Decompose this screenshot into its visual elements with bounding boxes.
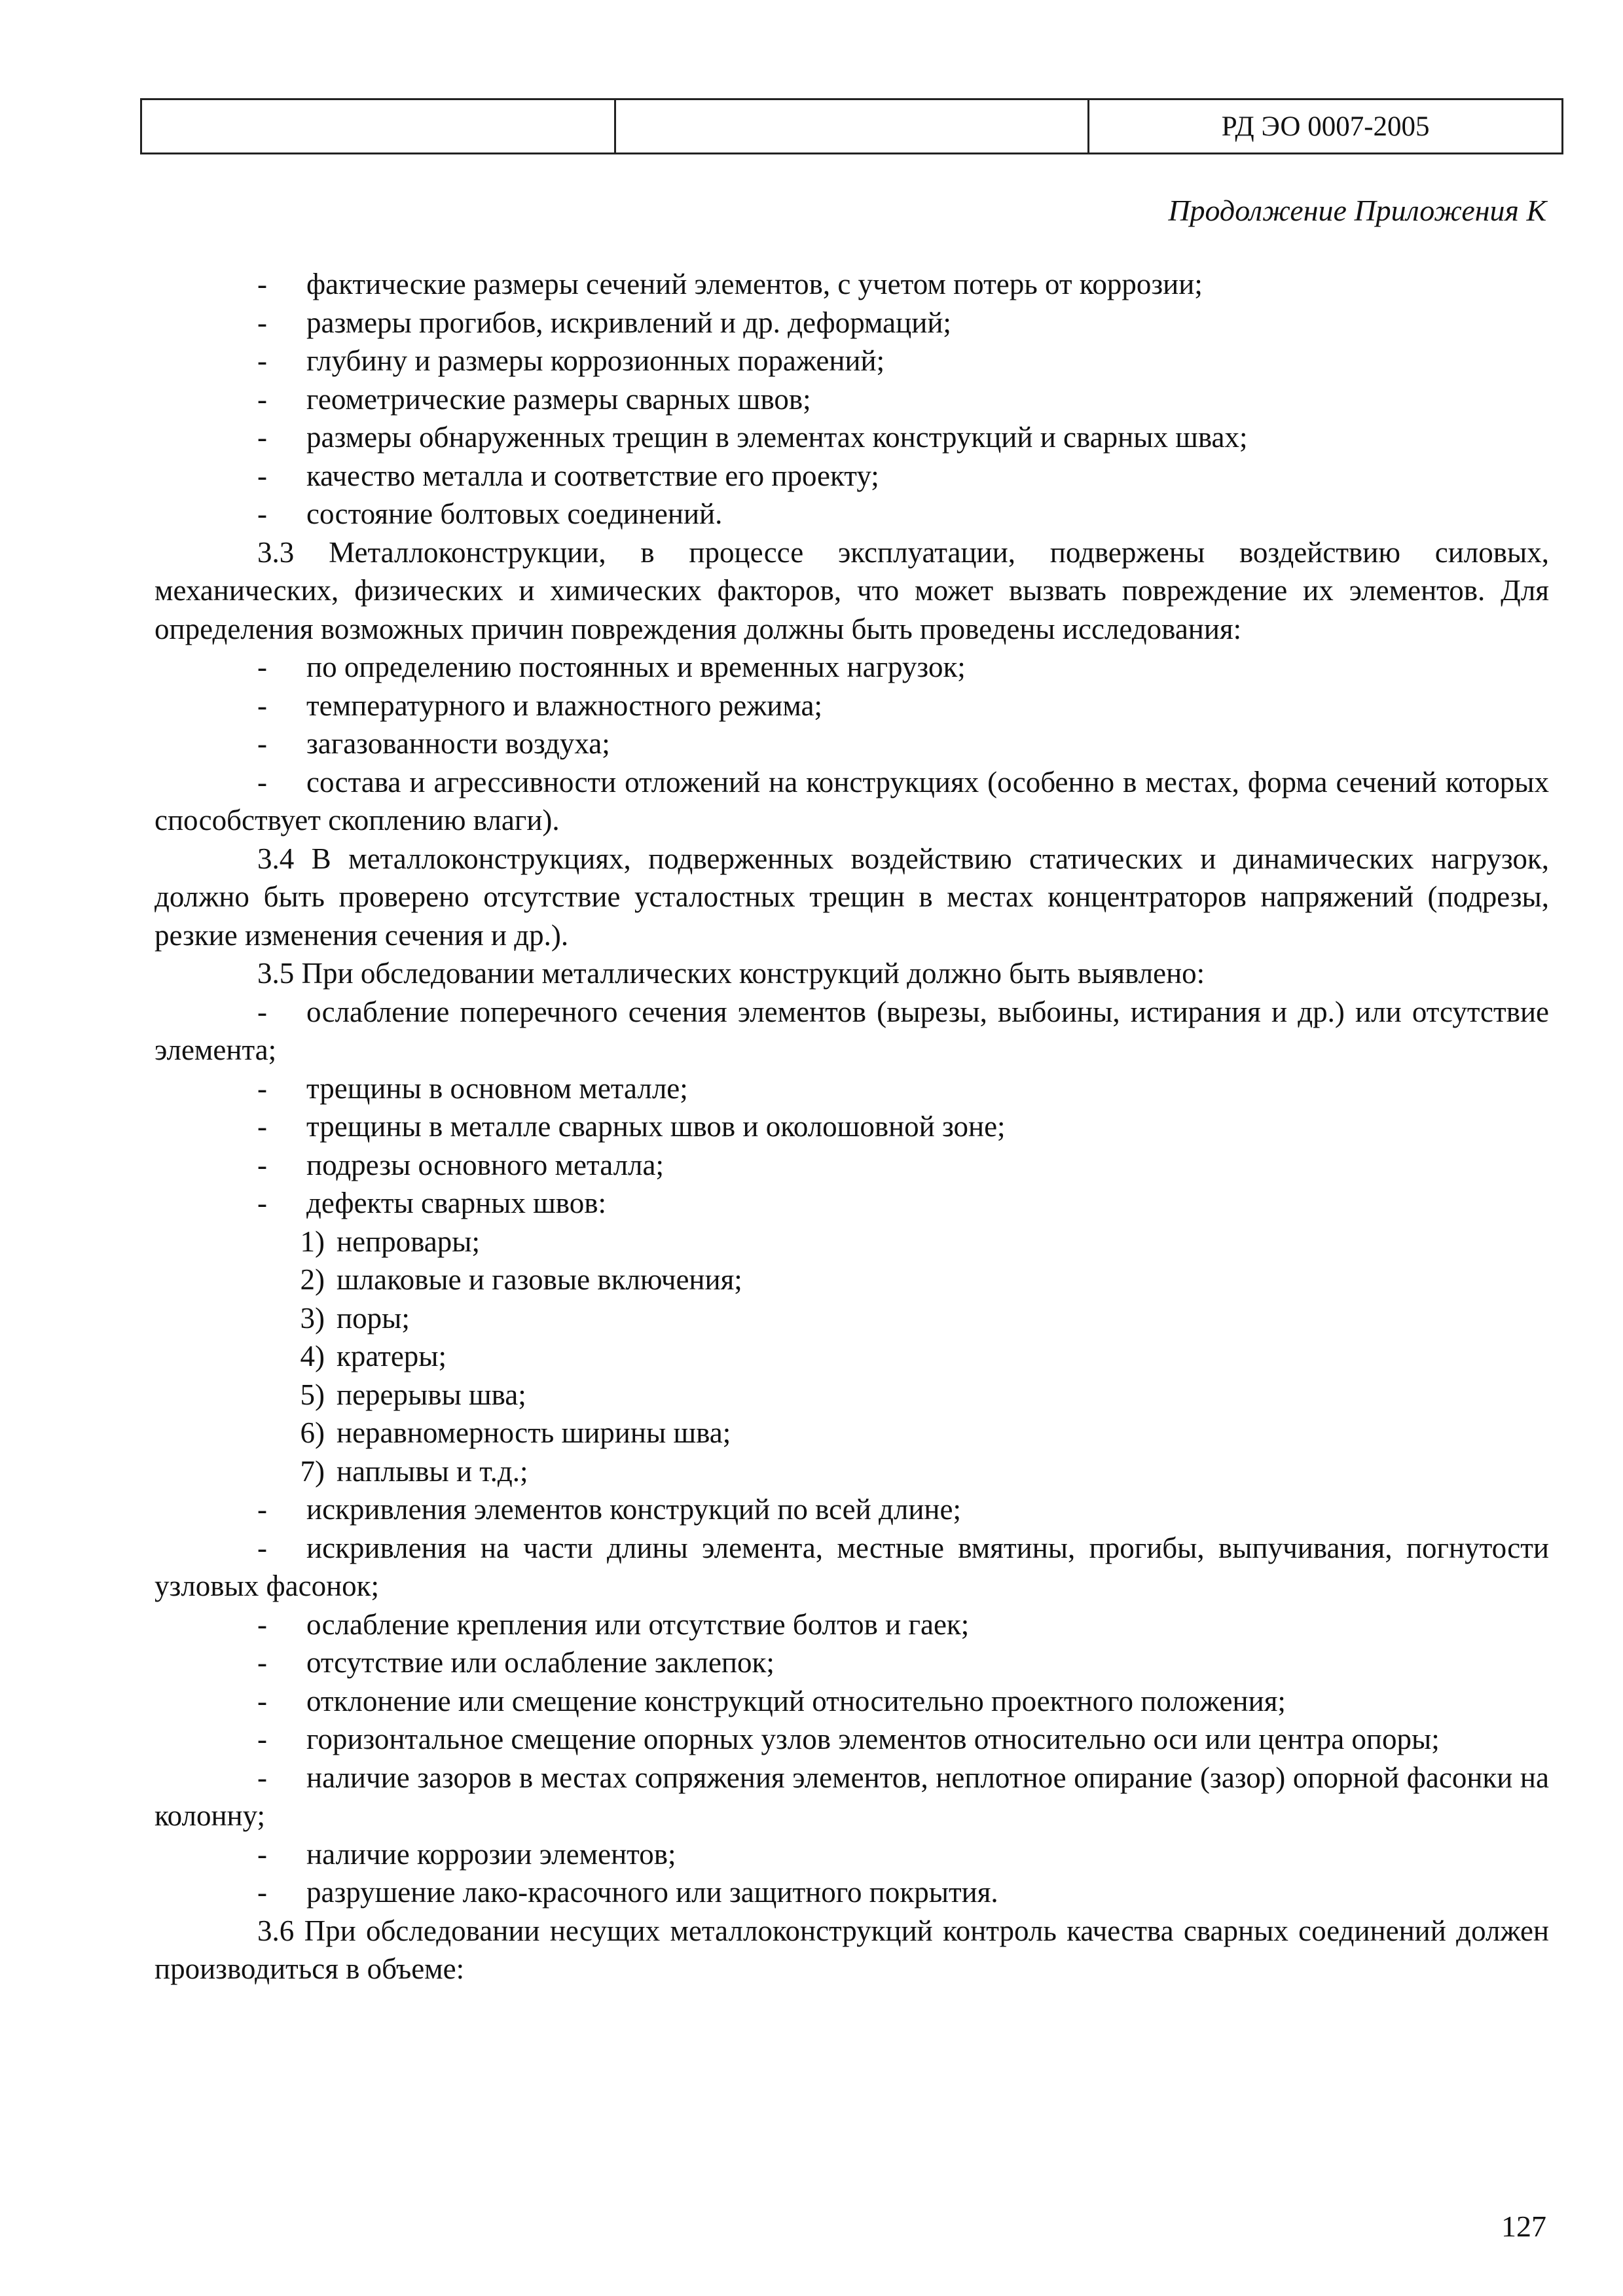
list-item-text: геометрические размеры сварных швов; [306,382,811,416]
list-item-text: наличие зазоров в местах сопряжения элементов, неплотное опирание (зазор) опорной фасонки на колонну; [155,1761,1549,1832]
numbered-item [155,1376,1549,1414]
list-item-text: трещины в металле сварных швов и околошовной зоне; [306,1110,1006,1143]
list-item-text: отсутствие или ослабление заклепок; [306,1646,775,1679]
numbered-item-text: поры; [337,1301,410,1335]
bullet-dash: - [257,1493,267,1526]
bullet-dash: - [257,382,267,416]
number-label: 7) [300,1454,325,1488]
list-item [155,1490,1549,1529]
numbered-item-text: шлаковые и газовые включения; [337,1263,742,1296]
bullet-dash: - [257,727,267,760]
bullet-dash: - [257,765,267,798]
numbered-item-text: неравномерность ширины шва; [337,1416,731,1449]
list-item-text: горизонтальное смещение опорных узлов элементов относительно оси или центра опоры; [306,1723,1440,1755]
list-item-text: искривления на части длины элемента, местные вмятины, прогибы, выпучивания, погнутости узловых фасонок; [155,1531,1549,1602]
bullet-dash: - [257,1646,267,1679]
list-item-text: трещины в основном металле; [306,1071,688,1105]
list-item-text: отклонение или смещение конструкций относительно проектного положения; [306,1684,1286,1717]
page-number: 127 [1501,2210,1546,2243]
bullet-dash: - [257,268,267,300]
numbered-item [155,1452,1549,1491]
list-item-text: состава и агрессивности отложений на конструкциях (особенно в местах, форма сечений которых способствует скоплению влаги). [155,765,1549,836]
list-item [155,265,1549,304]
paragraph-3-5: 3.5 При обследовании металлических конструкций должно быть выявлено: [257,957,1205,990]
paragraph-3-6: 3.6 При обследовании несущих металлоконструкций контроль качества сварных соединений должен производиться в объеме: [155,1914,1549,1985]
list-item [155,457,1549,495]
continuation-label: Продолжение Приложения К [1168,194,1546,227]
list-item-text: глубину и размеры коррозионных поражений; [306,344,885,377]
list-item [155,1682,1549,1721]
bullet-dash: - [257,1761,267,1794]
list-item [155,725,1549,763]
bullet-dash: - [257,1837,267,1871]
list-item [155,1873,1549,1912]
list-item-text: ослабление поперечного сечения элементов (вырезы, выбоины, истирания и др.) или отсутствие элемента; [155,995,1549,1066]
list-item-text: загазованности воздуха; [306,727,610,760]
bullet-dash: - [257,651,267,683]
numbered-item [155,1414,1549,1452]
list-item-text: наличие коррозии элементов; [306,1837,676,1871]
bullet-dash: - [257,459,267,492]
list-item [155,1643,1549,1682]
bullet-dash: - [257,995,267,1028]
bullet-dash: - [257,344,267,377]
header-table [140,98,1563,154]
list-item-text: температурного и влажностного режима; [306,689,823,722]
bullet-dash: - [257,1187,267,1219]
list-item [155,648,1549,687]
numbered-item [155,1261,1549,1299]
numbered-item-text: кратеры; [337,1340,447,1372]
paragraph-3-3: 3.3 Металлоконструкции, в процессе эксплуатации, подвержены воздействию силовых, механических, физических и химических факторов, что может вызвать повреждение их элементов. Для определения возможных причин повреждения должны быть проведены исследования: [155,535,1549,645]
bullet-dash: - [257,689,267,722]
bullet-dash: - [257,1531,267,1564]
numbered-item-text: непровары; [337,1225,481,1258]
bullet-dash: - [257,1607,267,1641]
list-item [155,1720,1549,1759]
list-item [155,687,1549,725]
list-item-text: состояние болтовых соединений. [306,497,723,530]
number-label: 2) [300,1263,325,1296]
bullet-dash: - [257,1723,267,1755]
numbered-item [155,1223,1549,1261]
list-item [155,1605,1549,1644]
bullet-dash: - [257,421,267,454]
list-item [155,1107,1549,1146]
list-item [155,1146,1549,1185]
header-cell-1 [141,99,615,154]
list-item [155,342,1549,380]
list-item-text: размеры прогибов, искривлений и др. деформаций; [306,306,951,339]
numbered-item [155,1337,1549,1376]
list-item-text: ослабление крепления или отсутствие болтов и гаек; [306,1607,970,1641]
bullet-dash: - [257,1148,267,1181]
numbered-item-text: наплывы и т.д.; [337,1454,528,1488]
numbered-item-text: перерывы шва; [337,1378,526,1411]
bullet-dash: - [257,497,267,530]
header-doc-code: РД ЭО 0007-2005 [1089,99,1563,154]
number-label: 5) [300,1378,325,1411]
numbered-item [155,1299,1549,1338]
list-item-text: разрушение лако-красочного или защитного покрытия. [306,1876,998,1909]
number-label: 1) [300,1225,325,1258]
list-item [155,304,1549,342]
bullet-dash: - [257,1684,267,1717]
bullet-dash: - [257,1876,267,1909]
list-item [155,1759,1549,1835]
document-body [155,265,1549,1988]
list-item [155,993,1549,1069]
list-item [155,495,1549,533]
number-label: 6) [300,1416,325,1449]
list-item-text: искривления элементов конструкций по всей длине; [306,1493,961,1526]
header-cell-2 [615,99,1089,154]
list-item-text: качество металла и соответствие его проекту; [306,459,879,492]
number-label: 4) [300,1340,325,1372]
list-item [155,380,1549,419]
bullet-dash: - [257,1071,267,1105]
list-item [155,418,1549,457]
paragraph-3-4: 3.4 В металлоконструкциях, подверженных воздействию статических и динамических нагрузок, должно быть проверено отсутствие усталостных трещин в местах концентраторов напряжений (подрезы, резкие изменения сечения и др.). [155,842,1549,952]
list-item [155,1184,1549,1223]
list-item-text: фактические размеры сечений элементов, с учетом потерь от коррозии; [306,268,1203,300]
list-item-text: подрезы основного металла; [306,1148,664,1181]
list-item [155,1069,1549,1108]
number-label: 3) [300,1301,325,1335]
list-item [155,1529,1549,1605]
list-item-text: дефекты сварных швов: [306,1187,606,1219]
list-item [155,763,1549,840]
list-item [155,1835,1549,1874]
bullet-dash: - [257,1110,267,1143]
bullet-dash: - [257,306,267,339]
list-item-text: размеры обнаруженных трещин в элементах конструкций и сварных швах; [306,421,1248,454]
list-item-text: по определению постоянных и временных нагрузок; [306,651,966,683]
